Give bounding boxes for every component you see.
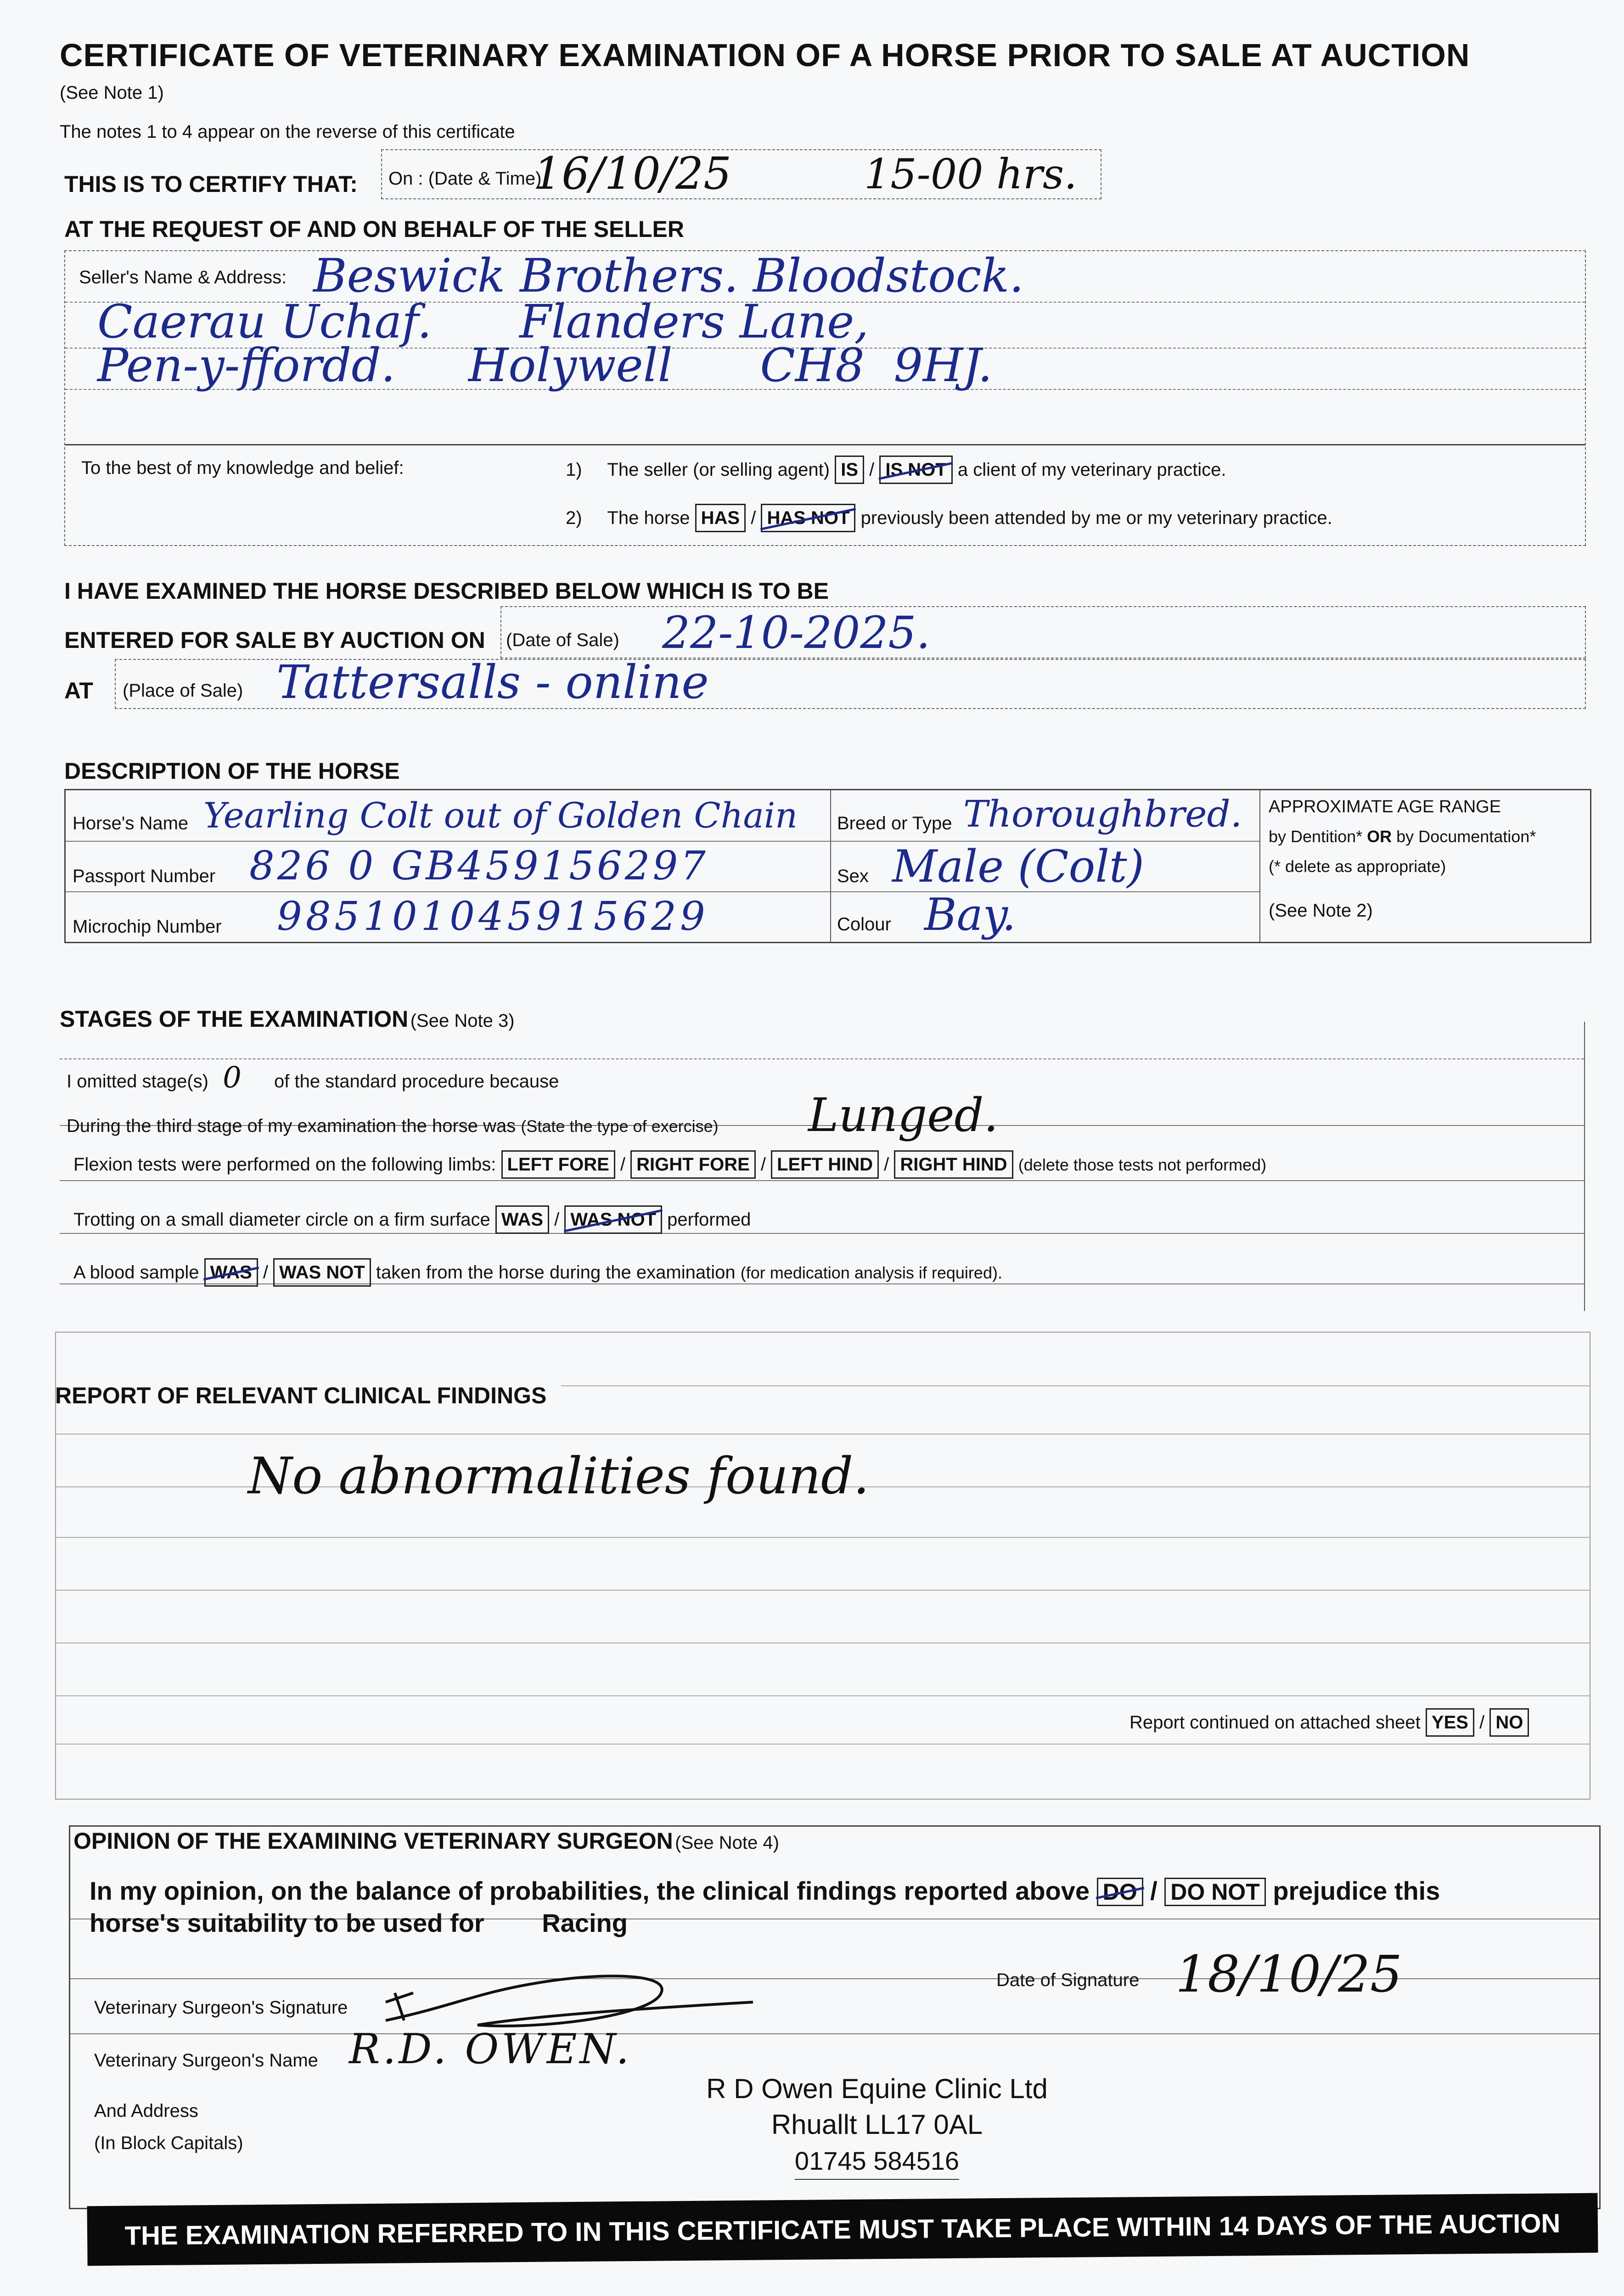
seller-section [64,250,1586,546]
breed-value[interactable]: Thoroughbred. [963,793,1242,835]
do-not-option[interactable]: DO NOT [1164,1878,1265,1906]
seller-line-3[interactable]: Pen-y-ffordd. Holywell CH8 9HJ. [97,338,993,392]
third-stage-value[interactable]: Lunged. [808,1088,999,1142]
age-see-note: (See Note 2) [1269,900,1373,921]
third-stage-row: During the third stage of my examination the horse was (State the type of exercise) [67,1116,719,1136]
trotting-row: Trotting on a small diameter circle on a firm surface WAS / WAS NOT performed [73,1205,751,1234]
blood-sample-row: A blood sample WAS / WAS NOT taken from the horse during the examination (for medication analysis if required). [73,1258,1002,1287]
seller-heading: AT THE REQUEST OF AND ON BEHALF OF THE SELLER [64,216,684,242]
is-not-option[interactable]: IS NOT [879,456,952,484]
certify-label: THIS IS TO CERTIFY THAT: [64,171,358,197]
passport-value[interactable]: 826 0 GB459156297 [249,843,708,889]
microchip-value[interactable]: 985101045915629 [277,894,709,940]
see-note-1: (See Note 1) [60,83,164,103]
vet-name-label: Veterinary Surgeon's Name [94,2050,318,2071]
breed-label: Breed or Type [837,813,952,833]
exam-date-field[interactable] [381,149,1101,199]
passport-label: Passport Number [73,866,216,886]
horse-name-label: Horse's Name [73,813,189,833]
flexion-row: Flexion tests were performed on the following limbs: LEFT FORE / RIGHT FORE / LEFT HIND / RIGHT HIND (delete those tests not performed) [73,1150,1266,1179]
belief-label: To the best of my knowledge and belief: [81,458,404,478]
has-option[interactable]: HAS [695,504,746,532]
signature-label: Veterinary Surgeon's Signature [94,1998,348,2018]
blood-was-not-option[interactable]: WAS NOT [273,1258,371,1287]
age-delete-note: (* delete as appropriate) [1269,857,1446,876]
continued-no-option[interactable]: NO [1489,1708,1529,1737]
address-label: And Address [94,2101,198,2121]
opinion-heading: OPINION OF THE EXAMINING VETERINARY SURGEON (See Note 4) [73,1828,779,1854]
seller-name-label: Seller's Name & Address: [79,267,287,287]
omitted-stage-value[interactable]: 0 [223,1061,242,1095]
date-of-sale-field[interactable] [500,606,1586,658]
attended-statement: 2) The horse HAS / HAS NOT previously been attended by me or my veterinary practice. [566,504,1332,532]
sex-value[interactable]: Male (Colt) [892,841,1144,892]
horse-description-table [64,789,1591,943]
trot-was-option[interactable]: WAS [495,1205,549,1234]
is-option[interactable]: IS [835,456,864,484]
limb-left-fore[interactable]: LEFT FORE [501,1150,615,1179]
colour-value[interactable]: Bay. [924,889,1016,940]
opinion-statement: In my opinion, on the balance of probabilities, the clinical findings reported above DO / DO NOT prejudice this [90,1876,1440,1905]
stamp-line-2: Rhuallt LL17 0AL [771,2109,983,2140]
entered-label: ENTERED FOR SALE BY AUCTION ON [64,627,485,653]
horse-name-value[interactable]: Yearling Colt out of Golden Chain [203,795,798,836]
seller-line-1[interactable]: Beswick Brothers. Bloodstock. [313,249,1024,303]
do-option[interactable]: DO [1097,1878,1143,1906]
limb-left-hind[interactable]: LEFT HIND [771,1150,879,1179]
stamp-line-1: R D Owen Equine Clinic Ltd [706,2073,1048,2104]
date-of-signature-value[interactable]: 18/10/25 [1175,1945,1403,2003]
stamp-line-3: 01745 584516 [795,2143,959,2180]
limb-right-fore[interactable]: RIGHT FORE [630,1150,756,1179]
horse-description-heading: DESCRIPTION OF THE HORSE [64,758,400,784]
has-not-option[interactable]: HAS NOT [761,504,855,532]
practice-stamp [670,2071,1084,2180]
client-statement: 1) The seller (or selling agent) IS / IS NOT a client of my veterinary practice. [566,456,1226,484]
sex-label: Sex [837,866,869,886]
on-date-label: On : (Date & Time) [388,169,542,189]
clinical-findings-value[interactable]: No abnormalities found. [248,1446,870,1505]
examined-heading: I HAVE EXAMINED THE HORSE DESCRIBED BELOW WHICH IS TO BE [64,578,829,604]
report-heading: REPORT OF RELEVANT CLINICAL FINDINGS [55,1383,547,1408]
date-of-signature-label: Date of Signature [996,1970,1140,1990]
place-of-sale-value: Tattersalls - online [276,655,709,709]
certificate-title: CERTIFICATE OF VETERINARY EXAMINATION OF A HORSE PRIOR TO SALE AT AUCTION [60,37,1470,73]
address-hint: (In Block Capitals) [94,2133,243,2153]
suitability-use-value[interactable]: Racing [542,1908,628,1937]
age-range-methods: by Dentition* OR by Documentation* [1269,827,1536,846]
footer-banner [87,2193,1598,2266]
limb-right-hind[interactable]: RIGHT HIND [894,1150,1013,1179]
exam-time-value: 15-00 hrs. [864,150,1077,198]
footer-banner-text: THE EXAMINATION REFERRED TO IN THIS CERTIFICATE MUST TAKE PLACE WITHIN 14 DAYS OF THE AUCTION [124,2208,1561,2251]
microchip-label: Microchip Number [73,917,222,937]
place-of-sale-field[interactable] [115,655,1586,709]
suitability-row: horse's suitability to be used for Racing [90,1908,628,1937]
notes-line: The notes 1 to 4 appear on the reverse of this certificate [60,122,515,142]
trot-was-not-option[interactable]: WAS NOT [564,1205,662,1234]
date-of-sale-label: (Date of Sale) [506,630,619,650]
age-range-title: APPROXIMATE AGE RANGE [1269,797,1501,816]
seller-line-2[interactable]: Caerau Uchaf. Flanders Lane, [97,295,869,349]
vet-name-value[interactable]: R.D. OWEN. [349,2025,632,2073]
blood-was-option[interactable]: WAS [204,1258,258,1287]
at-label: AT [64,678,93,703]
colour-label: Colour [837,914,891,934]
date-of-sale-value: 22-10-2025. [662,607,931,658]
place-of-sale-label: (Place of Sale) [123,681,243,701]
exam-date-value: 16/10/25 [534,148,732,199]
report-continued-row: Report continued on attached sheet YES / NO [1129,1708,1529,1737]
continued-yes-option[interactable]: YES [1426,1708,1474,1737]
stages-heading: STAGES OF THE EXAMINATION (See Note 3) [60,1006,515,1032]
omitted-stages-row: I omitted stage(s) 0 of the standard procedure because [67,1061,559,1095]
